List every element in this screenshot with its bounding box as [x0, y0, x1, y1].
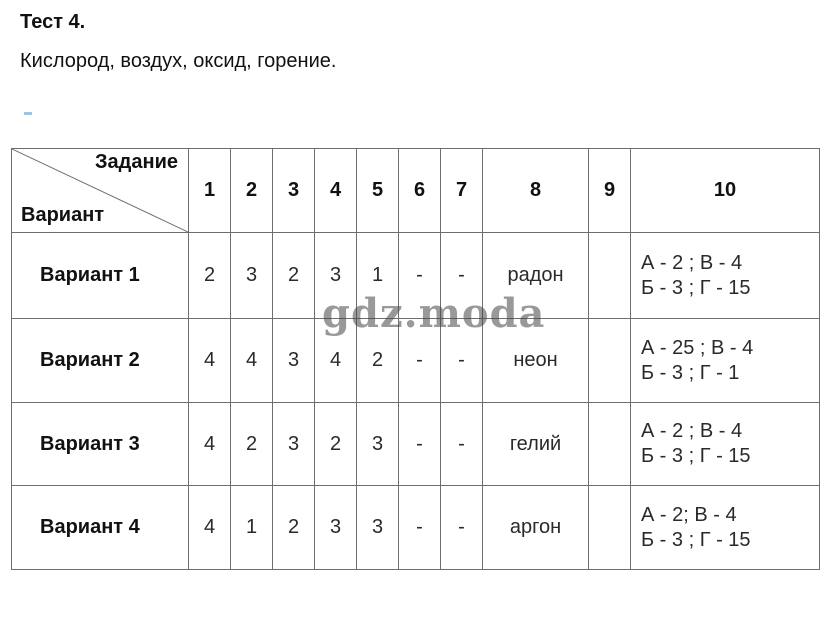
answer-cell	[589, 486, 631, 570]
column-header: 3	[273, 149, 315, 233]
corner-header-cell	[12, 149, 189, 233]
page-title: Тест 4.	[20, 11, 86, 33]
answer-cell: 3	[315, 486, 357, 570]
answer-cell: -	[399, 486, 441, 570]
answer-cell: -	[399, 403, 441, 486]
table-row	[12, 486, 820, 570]
answer-cell: 2	[315, 403, 357, 486]
column-header: 9	[589, 149, 631, 233]
answer-cell	[589, 319, 631, 403]
answer-cell: -	[441, 319, 483, 403]
matching-line: А - 2 ; В - 4	[641, 251, 743, 274]
answer-cell: 4	[189, 403, 231, 486]
answer-cell-matching	[631, 486, 820, 570]
answer-cell: -	[399, 233, 441, 319]
answer-cell: -	[399, 319, 441, 403]
column-header: 8	[483, 149, 589, 233]
answer-cell: 4	[315, 319, 357, 403]
answer-cell: неон	[483, 319, 589, 403]
answer-cell: 2	[231, 403, 273, 486]
answer-cell: 3	[273, 319, 315, 403]
variant-label: Вариант 2	[12, 319, 189, 403]
answer-cell: 2	[189, 233, 231, 319]
answer-cell-matching	[631, 319, 820, 403]
matching-line: А - 25 ; В - 4	[641, 336, 754, 359]
column-header: 7	[441, 149, 483, 233]
answer-cell: 3	[273, 403, 315, 486]
matching-line: Б - 3 ; Г - 15	[641, 528, 751, 551]
matching-line: А - 2; В - 4	[641, 503, 737, 526]
answer-cell: -	[441, 233, 483, 319]
page-subtitle: Кислород, воздух, оксид, горение.	[20, 50, 337, 72]
answer-cell: 4	[189, 486, 231, 570]
answer-cell: 4	[189, 319, 231, 403]
answer-cell: гелий	[483, 403, 589, 486]
answer-cell: 1	[357, 233, 399, 319]
answer-cell-matching	[631, 233, 820, 319]
column-header: 2	[231, 149, 273, 233]
variant-label: Вариант 4	[12, 486, 189, 570]
column-header: 6	[399, 149, 441, 233]
matching-line: Б - 3 ; Г - 15	[641, 276, 751, 299]
matching-line: Б - 3 ; Г - 1	[641, 361, 740, 384]
answer-cell: радон	[483, 233, 589, 319]
answer-cell: 1	[231, 486, 273, 570]
corner-task-label: Задание	[95, 151, 178, 173]
table-header-row	[12, 149, 820, 233]
matching-line: Б - 3 ; Г - 15	[641, 445, 751, 467]
column-header: 5	[357, 149, 399, 233]
answer-cell: -	[441, 486, 483, 570]
corner-variant-label: Вариант	[21, 204, 105, 226]
matching-line: А - 2 ; В - 4	[641, 420, 743, 442]
watermark: gdz.moda	[322, 290, 546, 337]
answer-cell: 3	[357, 486, 399, 570]
answer-cell: 2	[357, 319, 399, 403]
variant-label: Вариант 1	[12, 233, 189, 319]
answer-cell: 2	[273, 486, 315, 570]
answer-cell	[589, 403, 631, 486]
answers-table	[11, 148, 820, 570]
answer-cell: 3	[357, 403, 399, 486]
answer-cell	[589, 233, 631, 319]
answer-cell: аргон	[483, 486, 589, 570]
answer-cell: 3	[315, 233, 357, 319]
column-header: 10	[631, 149, 820, 233]
answer-cell-matching	[631, 403, 820, 486]
answer-cell: -	[441, 403, 483, 486]
variant-label: Вариант 3	[12, 403, 189, 486]
answer-cell: 2	[273, 233, 315, 319]
table-row	[12, 403, 820, 486]
column-header: 1	[189, 149, 231, 233]
answer-cell: 3	[231, 233, 273, 319]
column-header: 4	[315, 149, 357, 233]
decorative-mark	[24, 112, 32, 115]
answer-cell: 4	[231, 319, 273, 403]
